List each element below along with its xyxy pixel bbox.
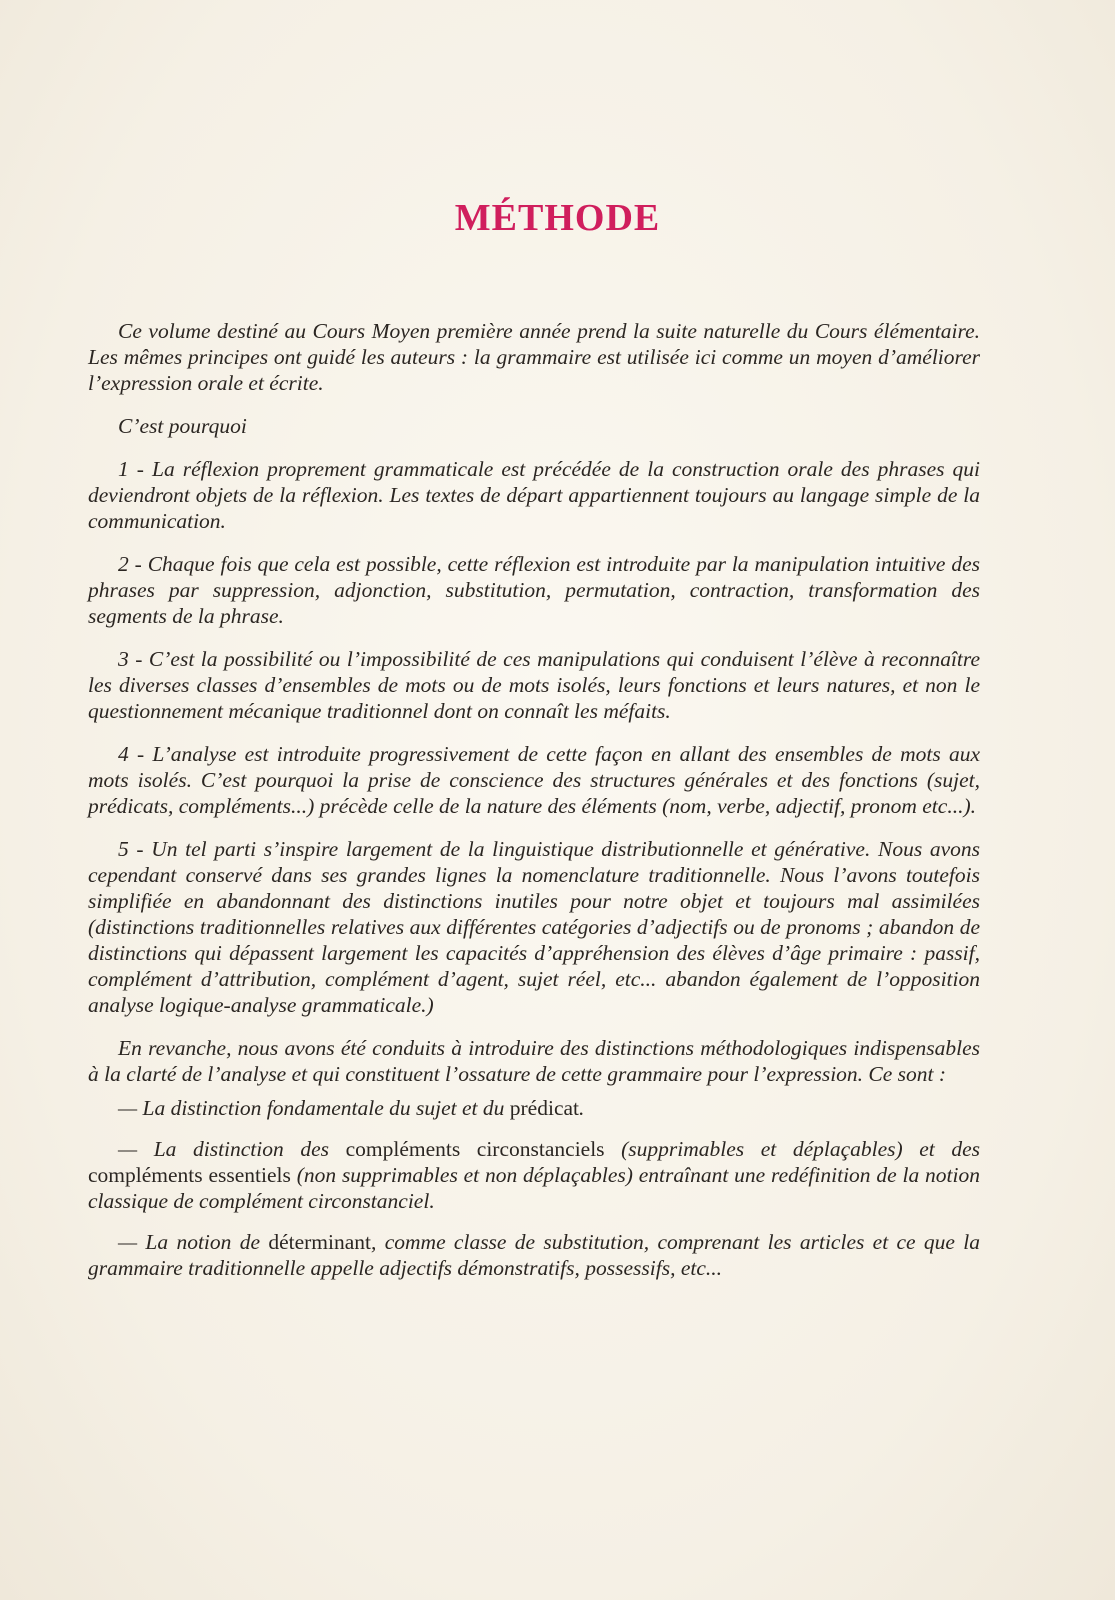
point-4: [88, 741, 980, 819]
point-5: [88, 836, 980, 1018]
intro-paragraph: Ce volume destiné au Cours Moyen première année prend la suite naturelle du Cours élémentaire. Les mêmes principes ont guidé les auteurs : la grammaire est utilisée ici comme un moyen d’améliorer l’expression orale et écrite.: [88, 319, 980, 395]
term: prédicat: [509, 1096, 580, 1120]
point-2: [88, 551, 980, 629]
revanche-paragraph: En revanche, nous avons été conduits à introduire des distinctions méthodologiques indispensables à la clarté de l’analyse et qui constituent l’ossature de cette grammaire pour l’expression. Ce sont :: [88, 1036, 980, 1086]
point-number: 4 -: [118, 742, 145, 766]
dash-item-3: — La notion de déterminant, comme classe de substitution, comprenant les articles et ce que la grammaire traditionnelle appelle adjectifs démonstratifs, possessifs, etc...: [88, 1230, 980, 1280]
point-text: L’analyse est introduite progressivement de cette façon en allant des ensembles de mots aux mots isolés. C’est pourquoi la prise de conscience des structures générales et des fonctions (sujet, prédicats, compléments...) précède celle de la nature des éléments (nom, verbe, adjectif, pronom etc...).: [88, 742, 980, 818]
body-text: [88, 318, 980, 1296]
point-text: C’est la possibilité ou l’impossibilité de ces manipulations qui conduisent l’élève à reconnaître les diverses classes d’ensembles de mots ou de mots isolés, leurs fonctions et leurs natures, et non le questionnement mécanique traditionnel dont on connaît les méfaits.: [88, 647, 980, 723]
point-number: 1 -: [118, 457, 144, 481]
point-number: 3 -: [118, 647, 143, 671]
point-3: [88, 646, 980, 724]
term: compléments circonstanciels: [345, 1137, 605, 1161]
point-text: Un tel parti s’inspire largement de la linguistique distributionnelle et générative. Nous avons cependant conservé dans ses grandes lignes la nomenclature traditionnelle. Nous l’avons toutefois simplifiée en abandonnant des distinctions inutiles pour notre objet et toujours mal assimilées (distinctions traditionnelles relatives aux différentes catégories d’adjectifs ou de pronoms ; abandon de distinctions qui dépassent largement les capacités d’appréhension des élèves d’âge primaire : passif, complément d’attribution, complément d’agent, sujet réel, etc... abandon également de l’opposition analyse logique-analyse grammaticale.): [88, 837, 980, 1017]
point-number: 2 -: [118, 552, 142, 576]
page-title: MÉTHODE: [454, 197, 661, 239]
point-text: La réflexion proprement grammaticale est précédée de la construction orale des phrases qui deviendront objets de la réflexion. Les textes de départ appartiennent toujours au langage simple de la communication.: [88, 457, 980, 533]
point-1: [88, 456, 980, 534]
lead-paragraph: C’est pourquoi: [118, 414, 247, 438]
dash-item-1: — La distinction fondamentale du sujet et du prédicat.: [118, 1096, 585, 1120]
dash-item-2: — La distinction des compléments circonstanciels (supprimables et déplaçables) et des compléments essentiels (non supprimables et non déplaçables) entraînant une redéfinition de la notion classique de complément circonstanciel.: [88, 1137, 980, 1213]
term: déterminant: [268, 1230, 372, 1254]
term: compléments essentiels: [88, 1163, 291, 1187]
point-number: 5 -: [118, 837, 144, 861]
point-text: Chaque fois que cela est possible, cette réflexion est introduite par la manipulation intuitive des phrases par suppression, adjonction, substitution, permutation, contraction, transformation des segments de la phrase.: [88, 552, 981, 628]
